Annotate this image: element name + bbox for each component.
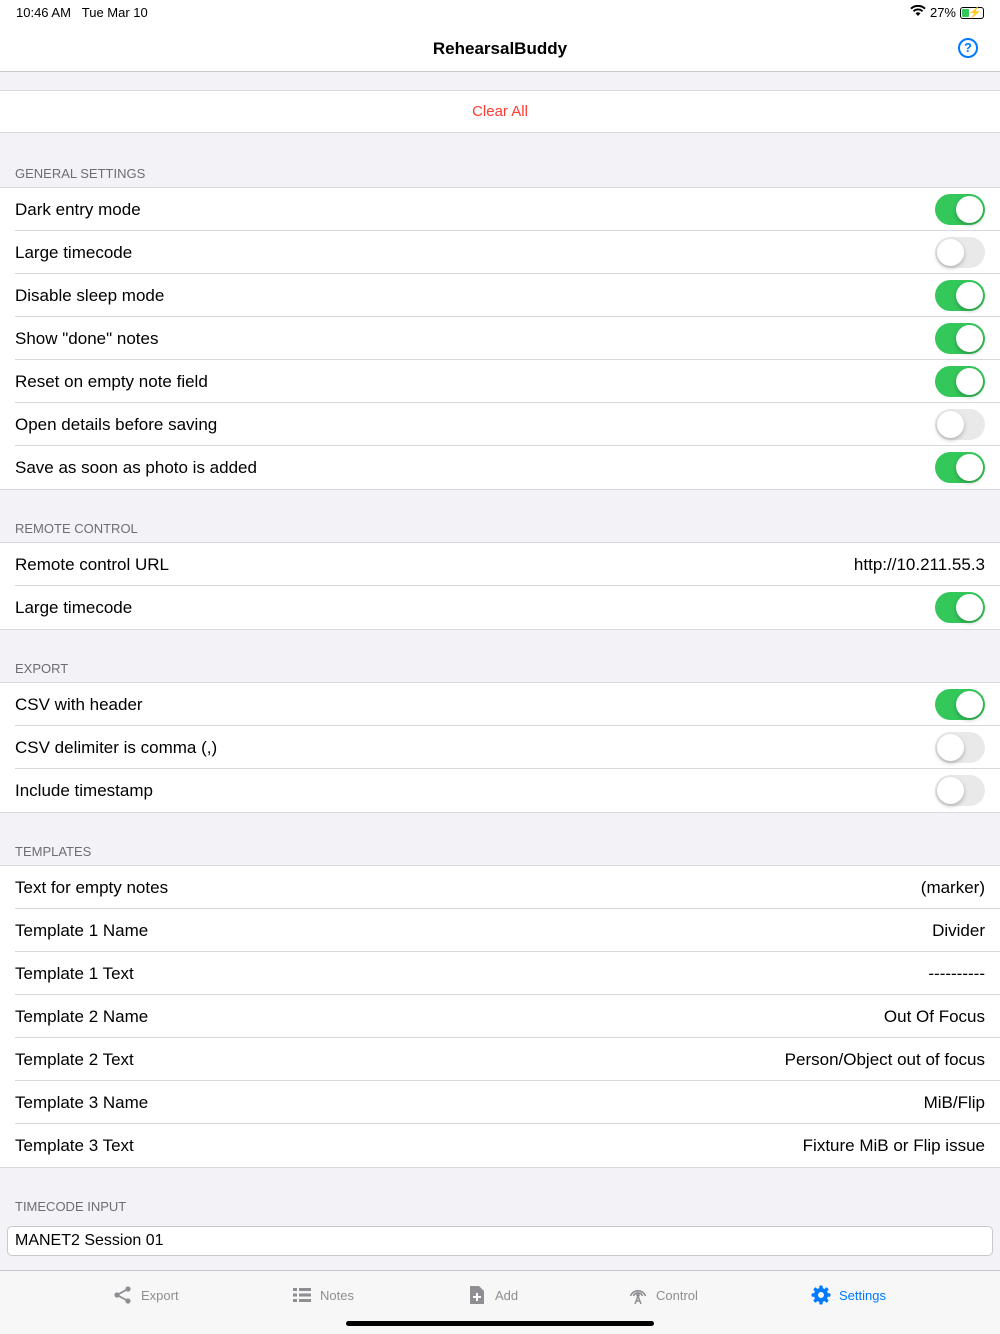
page-title: RehearsalBuddy <box>432 39 568 58</box>
toggle-reset-on-empty-note-field[interactable] <box>935 366 985 397</box>
setting-label: Disable sleep mode <box>15 285 165 305</box>
toggle-knob <box>937 734 964 761</box>
template-value[interactable]: MiB/Flip <box>923 1092 985 1112</box>
template-row-template-2-text[interactable] <box>0 1038 1000 1081</box>
templates-list <box>0 865 1000 1168</box>
section-header-general: GENERAL SETTINGS <box>15 166 146 181</box>
tab-add-label: Add <box>495 1287 519 1303</box>
antenna-icon <box>628 1285 648 1305</box>
template-label: Template 2 Name <box>15 1006 149 1026</box>
toggle-csv-delimiter-is-comma[interactable] <box>935 732 985 763</box>
section-header-templates: TEMPLATES <box>15 844 92 859</box>
timecode-input[interactable] <box>7 1226 993 1256</box>
section-header-remote: REMOTE CONTROL <box>15 521 138 536</box>
toggle-dark-entry-mode[interactable] <box>935 194 985 225</box>
remote-control-section <box>0 517 1000 630</box>
template-row-template-1-name[interactable] <box>0 909 1000 952</box>
section-header-timecode: TIMECODE INPUT <box>15 1199 127 1214</box>
setting-row-disable-sleep-mode <box>0 274 1000 317</box>
status-time: 10:46 AM Tue Mar 10 <box>16 5 148 20</box>
toggle-knob <box>956 368 983 395</box>
toggle-show-done-notes[interactable] <box>935 323 985 354</box>
setting-label: CSV delimiter is comma (,) <box>15 737 218 757</box>
setting-row-dark-entry-mode <box>0 188 1000 231</box>
setting-label: CSV with header <box>15 694 143 714</box>
toggle-csv-with-header[interactable] <box>935 689 985 720</box>
setting-row-save-as-soon-as-photo-is-added <box>0 446 1000 489</box>
template-value[interactable]: Person/Object out of focus <box>784 1049 985 1069</box>
list-icon <box>292 1285 312 1305</box>
setting-row-csv-delimiter-is-comma <box>0 726 1000 769</box>
toggle-save-as-soon-as-photo-is-added[interactable] <box>935 452 985 483</box>
template-value[interactable]: (marker) <box>920 877 985 897</box>
clear-all-button[interactable]: Clear All <box>472 103 528 120</box>
toggle-large-timecode[interactable] <box>935 237 985 268</box>
toggle-knob <box>937 239 964 266</box>
timecode-section <box>0 1195 1000 1220</box>
setting-row-include-timestamp <box>0 769 1000 812</box>
battery-percent: 27% <box>929 5 956 20</box>
toggle-knob <box>956 282 983 309</box>
remote-control-list <box>0 542 1000 630</box>
toggle-knob <box>956 691 983 718</box>
template-label: Template 2 Text <box>15 1049 134 1069</box>
remote-url-label: Remote control URL <box>15 554 170 574</box>
remote-large-timecode-toggle[interactable] <box>935 592 985 623</box>
clear-all-row[interactable] <box>0 90 1000 133</box>
remote-large-timecode-row <box>0 586 1000 629</box>
template-value[interactable]: ---------- <box>928 963 985 983</box>
template-row-template-3-name[interactable] <box>0 1081 1000 1124</box>
toggle-knob <box>937 411 964 438</box>
tab-export[interactable] <box>113 1285 179 1305</box>
setting-label: Large timecode <box>15 242 133 262</box>
add-document-icon <box>467 1285 487 1305</box>
remote-url-row[interactable] <box>0 543 1000 586</box>
remote-url-value[interactable]: http://10.211.55.3 <box>853 554 985 574</box>
export-section <box>0 657 1000 813</box>
setting-label: Open details before saving <box>15 414 218 434</box>
tab-export-label: Export <box>141 1287 179 1303</box>
template-label: Text for empty notes <box>15 877 169 897</box>
toggle-include-timestamp[interactable] <box>935 775 985 806</box>
general-settings-list <box>0 187 1000 490</box>
toggle-knob <box>937 777 964 804</box>
general-settings-section <box>0 162 1000 490</box>
question-icon: ? <box>964 40 972 55</box>
setting-label: Show "done" notes <box>15 328 159 348</box>
template-label: Template 1 Name <box>15 920 149 940</box>
tab-control-label: Control <box>656 1287 698 1303</box>
tab-notes[interactable] <box>292 1285 354 1305</box>
navigation-bar <box>0 24 1000 72</box>
template-row-template-2-name[interactable] <box>0 995 1000 1038</box>
section-header-export: EXPORT <box>15 661 69 676</box>
tab-control[interactable] <box>628 1285 698 1305</box>
remote-large-timecode-label: Large timecode <box>15 597 133 617</box>
battery-icon: ⚡ <box>960 7 984 19</box>
template-row-template-1-text[interactable] <box>0 952 1000 995</box>
template-label: Template 3 Text <box>15 1135 134 1155</box>
share-icon <box>113 1285 133 1305</box>
templates-section <box>0 840 1000 1168</box>
setting-row-csv-with-header <box>0 683 1000 726</box>
template-row-text-for-empty-notes[interactable] <box>0 866 1000 909</box>
wifi-icon <box>910 5 926 20</box>
setting-label: Save as soon as photo is added <box>15 457 257 477</box>
gear-icon <box>811 1285 831 1305</box>
setting-row-large-timecode <box>0 231 1000 274</box>
toggle-knob <box>956 454 983 481</box>
tab-settings[interactable] <box>811 1285 886 1305</box>
tab-notes-label: Notes <box>320 1287 354 1303</box>
status-right <box>910 5 984 20</box>
template-row-template-3-text[interactable] <box>0 1124 1000 1167</box>
toggle-disable-sleep-mode[interactable] <box>935 280 985 311</box>
export-list <box>0 682 1000 813</box>
status-bar <box>0 0 1000 24</box>
toggle-knob <box>956 325 983 352</box>
template-value[interactable]: Out Of Focus <box>883 1006 985 1026</box>
setting-label: Dark entry mode <box>15 199 141 219</box>
toggle-open-details-before-saving[interactable] <box>935 409 985 440</box>
help-button[interactable] <box>958 38 978 58</box>
template-label: Template 1 Text <box>15 963 134 983</box>
template-value[interactable]: Fixture MiB or Flip issue <box>802 1135 985 1155</box>
template-label: Template 3 Name <box>15 1092 149 1112</box>
template-value[interactable]: Divider <box>932 920 985 940</box>
status-date: Tue Mar 10 <box>81 5 148 20</box>
home-indicator <box>346 1321 654 1326</box>
tab-settings-label: Settings <box>839 1287 886 1303</box>
setting-row-reset-on-empty-note-field <box>0 360 1000 403</box>
setting-row-show-done-notes <box>0 317 1000 360</box>
tab-add[interactable] <box>467 1285 518 1305</box>
setting-row-open-details-before-saving <box>0 403 1000 446</box>
toggle-knob <box>956 196 983 223</box>
setting-label: Include timestamp <box>15 780 153 800</box>
setting-label: Reset on empty note field <box>15 371 208 391</box>
